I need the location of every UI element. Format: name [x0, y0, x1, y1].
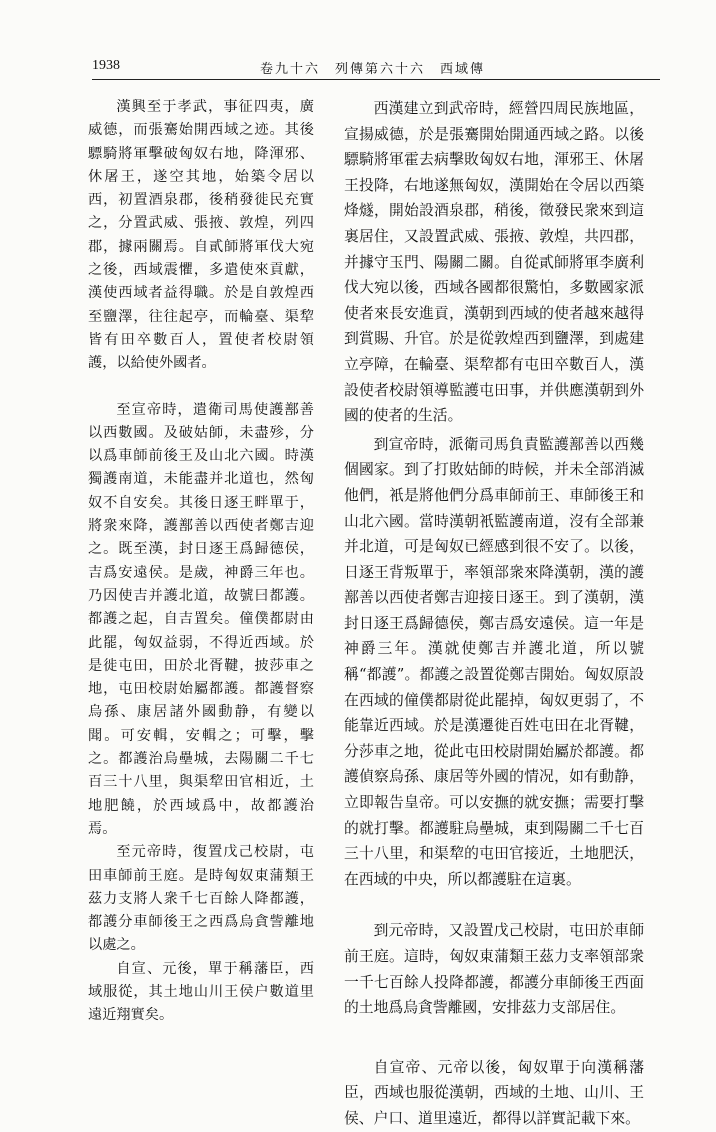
classical-paragraph: 至宣帝時，遣衛司馬使護鄯善以西數國。及破姑師，未盡殄，分以爲車師前後王及山北六國。時漢獨護南道，未能盡并北道也，然匈奴不自安矣。其後日逐王畔單于，將衆來降，護鄯善以西使者鄭吉迎之。既至漢，封日逐王爲歸德侯，吉爲安遠侯。是歲，神爵三年也。乃因使吉并護北道，故號曰都護。都護之起，自吉置矣。僮僕都尉由此罷，匈奴益弱，不得近西域。於是徙屯田，田於北胥鞬，披莎車之地，屯田校尉始屬都護。都護督察烏孫、康居諸外國動静，有變以聞。可安輯，安輯之；可擊，擊之。都護治烏壘城，去陽關二千七百三十八里，與渠犂田官相近，土地肥饒，於西域爲中，故都護治焉。 — [88, 401, 314, 837]
translation-paragraph: 自宣帝、元帝以後，匈奴單于向漢稱藩臣，西域也服從漢朝，西域的土地、山川、王侯、户口、道里遠近，都得以詳實記載下來。 — [344, 1058, 644, 1127]
translation-paragraph: 到元帝時，又設置戊己校尉，屯田於車師前王庭。這時，匈奴東蒲類王茲力支率領部衆一千七百餘人投降都護，都護分車師後王西面的土地爲烏貪訾離國，安排茲力支部居住。 — [344, 922, 644, 1017]
classical-paragraph: 至元帝時，復置戊己校尉，屯田車師前王庭。是時匈奴東蒲類王茲力支將人衆千七百餘人降都護，都護分車師後王之西爲烏貪訾離地以處之。 — [88, 844, 314, 954]
translation-paragraph: 西漢建立到武帝時，經營四周民族地區，宣揚威德，於是張騫開始開通西域之路。以後驃騎將軍霍去病擊敗匈奴右地，渾邪王、休屠王投降，右地遂無匈奴，漢開始在令居以西築烽燧，開始設酒泉郡，稍後，徵發民衆來到這裏居住，又設置武威、張掖、敦煌，共四郡，并據守玉門、陽關二關。自從貳師將軍李廣利伐大宛以後，西域各國都很驚怕，多數國家派使者來長安進貢，漢朝到西域的使者越來越得到賞賜、升官。於是從敦煌西到鹽澤，到處建立亭障，在輪臺、渠犂都有屯田卒數百人，漢設使者校尉領導監護屯田事，并供應漢朝到外國的使者的生活。 — [344, 100, 644, 425]
classical-text-column — [88, 96, 314, 1028]
translation-paragraph: 到宣帝時，派衛司馬負責監護鄯善以西幾個國家。到了打敗姑師的時候，并未全部消滅他們，衹是將他們分爲車師前王、車師後王和山北六國。當時漢朝衹監護南道，沒有全部兼并北道，可是匈奴已經感到很不安了。以後，日逐王背叛單于，率領部衆來降漢朝，漢的護鄯善以西使者鄭吉迎接日逐王。到了漢朝，漢封日逐王爲歸德侯，鄭吉爲安遠侯。這一年是神爵三年。漢就使鄭吉并護北道，所以號稱“都護”。都護之設置從鄭吉開始。匈奴原設在西域的僮僕都尉從此罷掉，匈奴更弱了，不能靠近西域。於是漢遷徙百姓屯田在北胥鞬，分莎車之地，從此屯田校尉開始屬於都護。都護偵察烏孫、康居等外國的情况，如有動静，立即報告皇帝。可以安撫的就安撫；需要打擊的就打擊。都護駐烏壘城，東到陽關二千七百三十八里，和渠犂的屯田官接近，土地肥沃，在西域的中央，所以都護駐在這裏。 — [344, 435, 644, 888]
classical-paragraph: 漢興至于孝武，事征四夷，廣威德，而張騫始開西域之迹。其後驃騎將軍擊破匈奴右地，降渾邪、休屠王，遂空其地，始築令居以西，初置酒泉郡，後稍發徙民充實之，分置武威、張掖、敦煌，列四郡，據兩關焉。自貳師將軍伐大宛之後，西域震懼，多遣使來貢獻，漢使西域者益得職。於是自敦煌西至鹽澤，往往起亭，而輪臺、渠犂皆有田卒數百人，置使者校尉領護，以給使外國者。 — [88, 99, 314, 372]
translation-text-column — [344, 96, 644, 1132]
page-number: 1938 — [92, 58, 120, 73]
running-title: 卷九十六 列傳第六十六 西域傳 — [260, 62, 486, 77]
page-header — [92, 58, 660, 78]
classical-paragraph: 自宣、元後，單于稱藩臣，西域服從，其土地山川王侯户數道里遠近翔實矣。 — [88, 960, 314, 1024]
header-rule — [92, 79, 660, 80]
